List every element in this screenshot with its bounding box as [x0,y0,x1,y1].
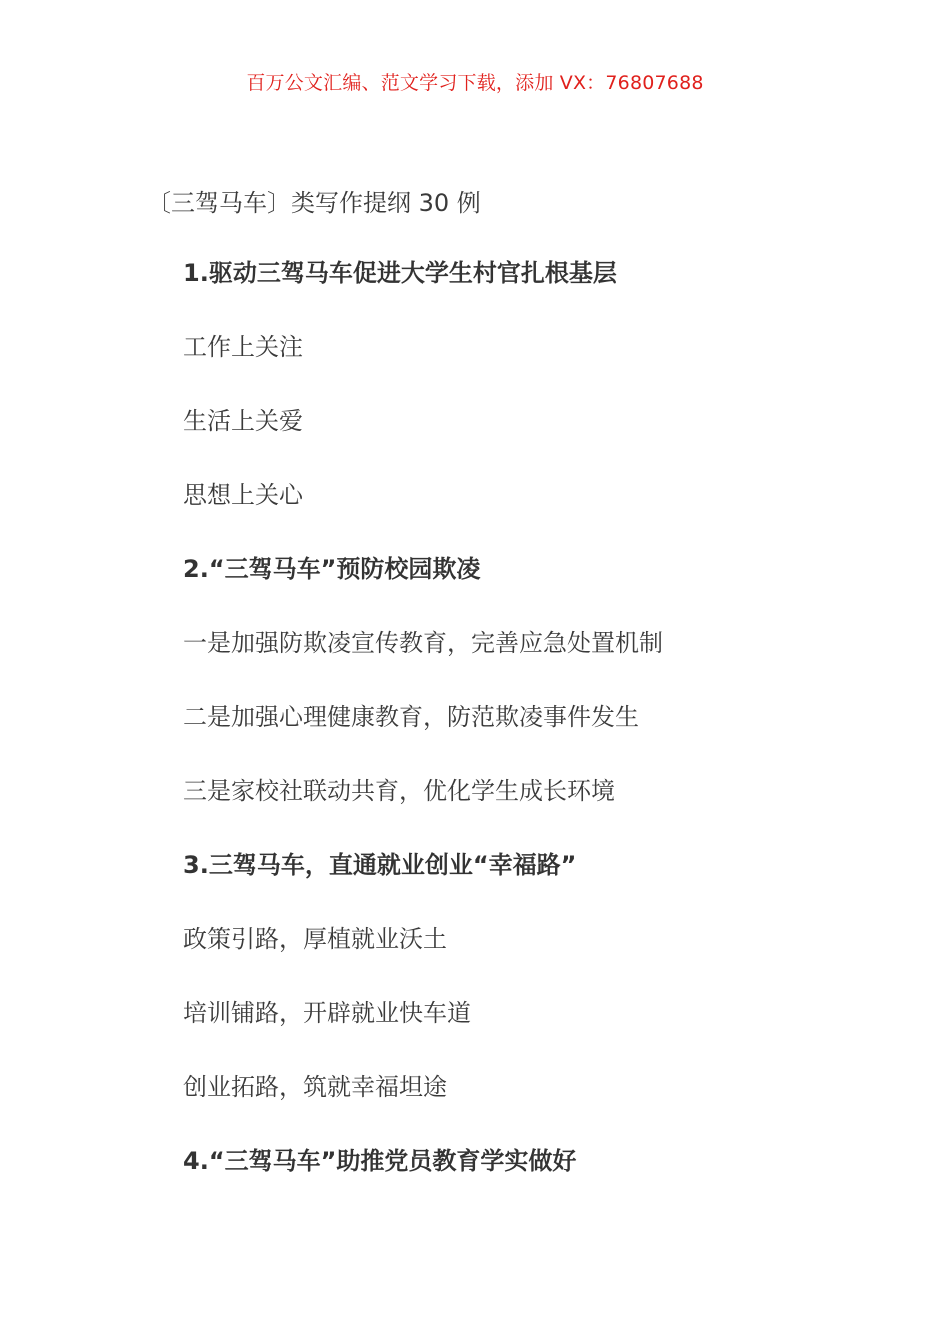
outline-item: 创业拓路，筑就幸福坦途 [183,1073,447,1101]
section-heading: 4.“三驾马车”助推党员教育学实做好 [183,1147,577,1175]
outline-item: 培训铺路，开辟就业快车道 [183,999,471,1027]
section-heading: 3.三驾马车，直通就业创业“幸福路” [183,851,577,879]
section-heading: 1.驱动三驾马车促进大学生村官扎根基层 [183,259,617,287]
outline-item: 一是加强防欺凌宣传教育，完善应急处置机制 [183,629,663,657]
outline-item: 二是加强心理健康教育，防范欺凌事件发生 [183,703,639,731]
section-heading: 2.“三驾马车”预防校园欺凌 [183,555,481,583]
outline-item: 思想上关心 [183,481,303,509]
document-title: 〔三驾马车〕类写作提纲 30 例 [147,189,481,217]
outline-item: 生活上关爱 [183,407,303,435]
document-body [183,258,883,1220]
header-notice: 百万公文汇编、范文学习下载，添加 VX：76807688 [246,72,704,94]
outline-item: 工作上关注 [183,333,303,361]
outline-item: 三是家校社联动共育，优化学生成长环境 [183,777,615,805]
outline-item: 政策引路，厚植就业沃土 [183,925,447,953]
